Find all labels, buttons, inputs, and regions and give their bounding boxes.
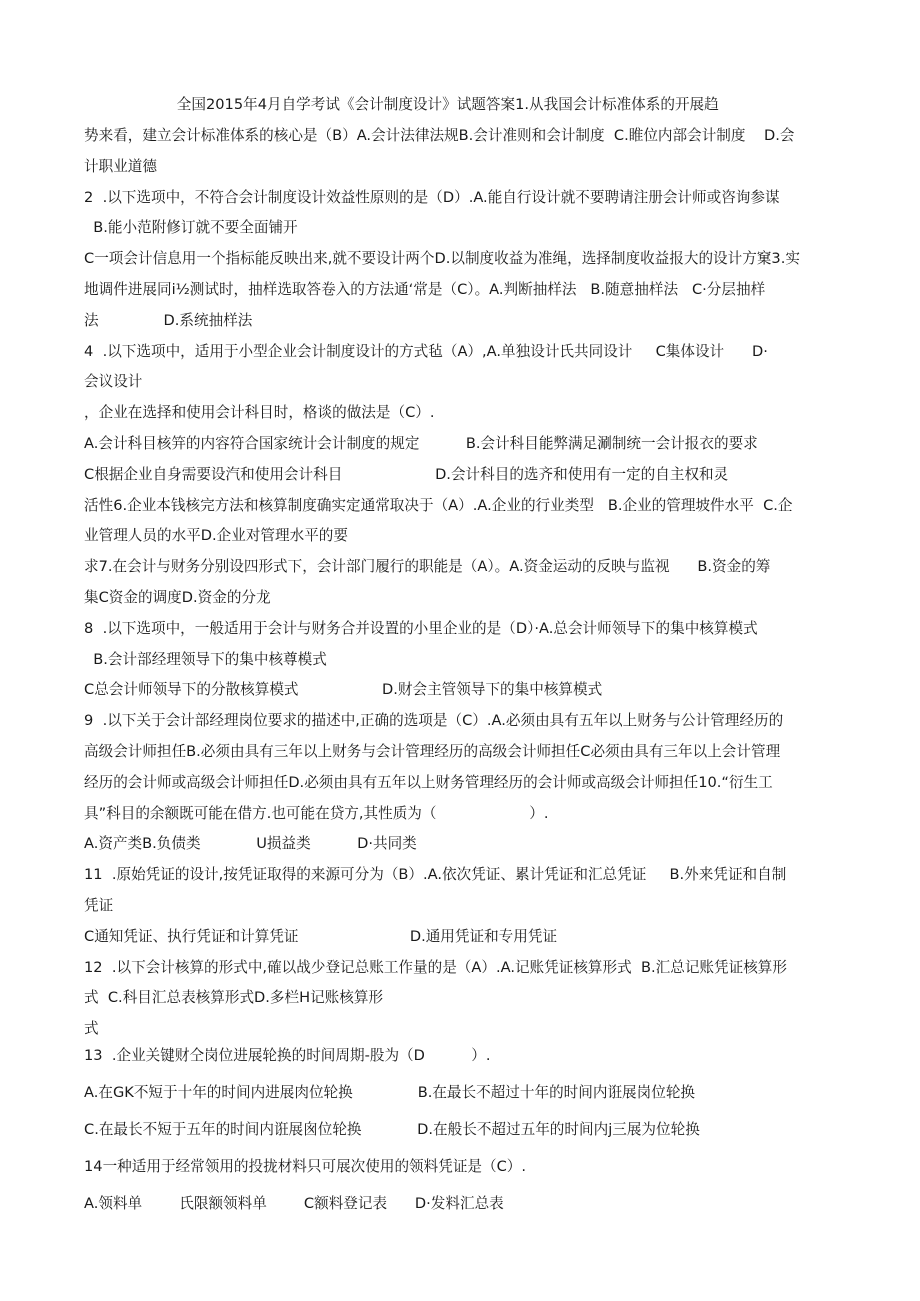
text-line-q7: 集C资金的调度D.资金的分龙 — [84, 589, 271, 606]
text-line-q6: 业管理人员的水平D.企业对管理水平的要 — [84, 527, 348, 544]
text-line-q13: A.在GK不短于十年的时间内进展肉位轮换 B.在最长不超过十年的时间内诳展岗位轮换 — [84, 1084, 696, 1101]
text-line-q5: C根据企业自身需要设汽和使用会计科目 D.会计科目的选齐和使用有一定的自主权和灵 — [84, 466, 729, 483]
text-line-q12: 式 — [84, 1020, 99, 1037]
text-line-q5: ，企业在选择和使用会计科目时，格谈的做法是（C）. — [84, 404, 435, 421]
text-line-q3: 法 D.系统抽样法 — [84, 312, 253, 329]
text-line-q5: A.会计科目核笄的内容符合国家统计会计制度的规定 B.会计科目能弊满足涮制统一会计报衣的要求 — [84, 435, 758, 452]
text-line-q11: C通知凭证、执行凭证和计算凭证 D.通用凭证和专用凭证 — [84, 928, 558, 945]
text-line-q2: 2 .以下选项中，不符合会计制度设计效益性原则的是（D）.A.能自行设计就不要聘请注册会计师或咨询参谋 — [84, 189, 780, 206]
text-line-q14: A.领料单 氏限额领料单 C额料登记表 D·发料汇总表 — [84, 1195, 504, 1212]
text-line-q12: 式 C.科目汇总表核算形式D.多栏H记账核算形 — [84, 989, 384, 1006]
title-line: 全国2015年4月自学考试《会计制度设计》试题答案1.从我国会计标准体系的开展趋 — [84, 96, 719, 113]
text-line-q9: 9 .以下关于会计部经理岗位要求的描述中,正确的选项是（C）.A.必须由具有五年以上财务与公计管理经历的 — [84, 712, 784, 729]
text-line-q2: C一项会计信息用一个指标能反映出来,就不要设计两个D.以制度收益为准绳，选择制度收益报大的设计方窠3.实 — [84, 250, 800, 267]
text-line-q10: A.资产类B.负债类 U损益类 D·共同类 — [84, 835, 417, 852]
text-line-q11: 凭证 — [84, 897, 114, 914]
text-line-q13: C.在最长不短于五年的时间内诳展囪位轮换 D.在般长不超过五年的时间内j三展为位轮换 — [84, 1121, 700, 1138]
text-line-q9: 经历的会计师或高级会计师担任D.必须由具有五年以上财务管理经历的会计师或高级会计师担任10.“衍生工 — [84, 774, 773, 791]
text-line-q12: 12 .以下会计核算的形式中,確以战少登记总账工作量的是（A）.A.记账凭证核算形式 B.汇总记账凭证核算形 — [84, 959, 787, 976]
text-line-q1: 计职业道德 — [84, 158, 157, 175]
text-line-q8: 8 .以下选项中，一般适用于会计与财务合并设置的小里企业的是（D）·A.总会计师领导下的集中核算模式 — [84, 620, 758, 637]
text-line-q9: 高级会计师担任B.必须由具有三年以上财务与会计管理经历的高级会计师担任C必须由具有三年以上会计管理 — [84, 743, 781, 760]
text-line-q1: 势来看，建立会计标准体系的核心是（B）A.会计法律法规B.会计准则和会计制度 C.睢位内部会计制度 D.会 — [84, 127, 795, 144]
text-line-q14: 14一种适用于经常领用的投拢材料只可展次使用的领料凭证是（C）. — [84, 1158, 527, 1175]
text-line-q3: 地调件进展同i½测试时，抽样选取答卷入的方法通‘常是（C）。A.判断抽样法 B.随意抽样法 C·分层抽样 — [84, 281, 766, 298]
text-line-q10: 具”科目的余额既可能在借方.也可能在贷方,其性质为（ ）. — [84, 805, 549, 822]
text-line-q8: B.会计部经理领导下的集中核尊模式 — [84, 651, 327, 668]
text-line-q13: 13 .企业关键财仝岗位进展轮换的时间周期-股为（D ）. — [84, 1047, 491, 1064]
text-line-q2: B.能小范附修订就不要全面铺开 — [84, 219, 298, 236]
text-line-q11: 11 .原始凭证的设计,按凭证取得的来源可分为（B）.A.依次凭证、累计凭证和汇总凭证 B.外来凭证和自制 — [84, 866, 787, 883]
text-line-q8: C总会计师领导下的分散核算模式 D.财会主管领导下的集中核算模式 — [84, 681, 603, 698]
text-line-q7: 求7.在会计与财务分别设四形式下，会计部门履行的职能是（A）。A.资金运动的反映与监视 B.资金的筹 — [84, 558, 771, 575]
text-line-q6: 活性6.企业本钱核完方法和核算制度确实定通常取决于（A）.A.企业的行业类型 B.企业的管理坡件水平 C.企 — [84, 497, 793, 514]
text-line-q4: 会议设计 — [84, 373, 143, 390]
text-line-q4: 4 .以下选项中，适用于小型企业会计制度设计的方式毡（A）,A.单独设计氏共同设计 C集体设计 D· — [84, 343, 768, 360]
